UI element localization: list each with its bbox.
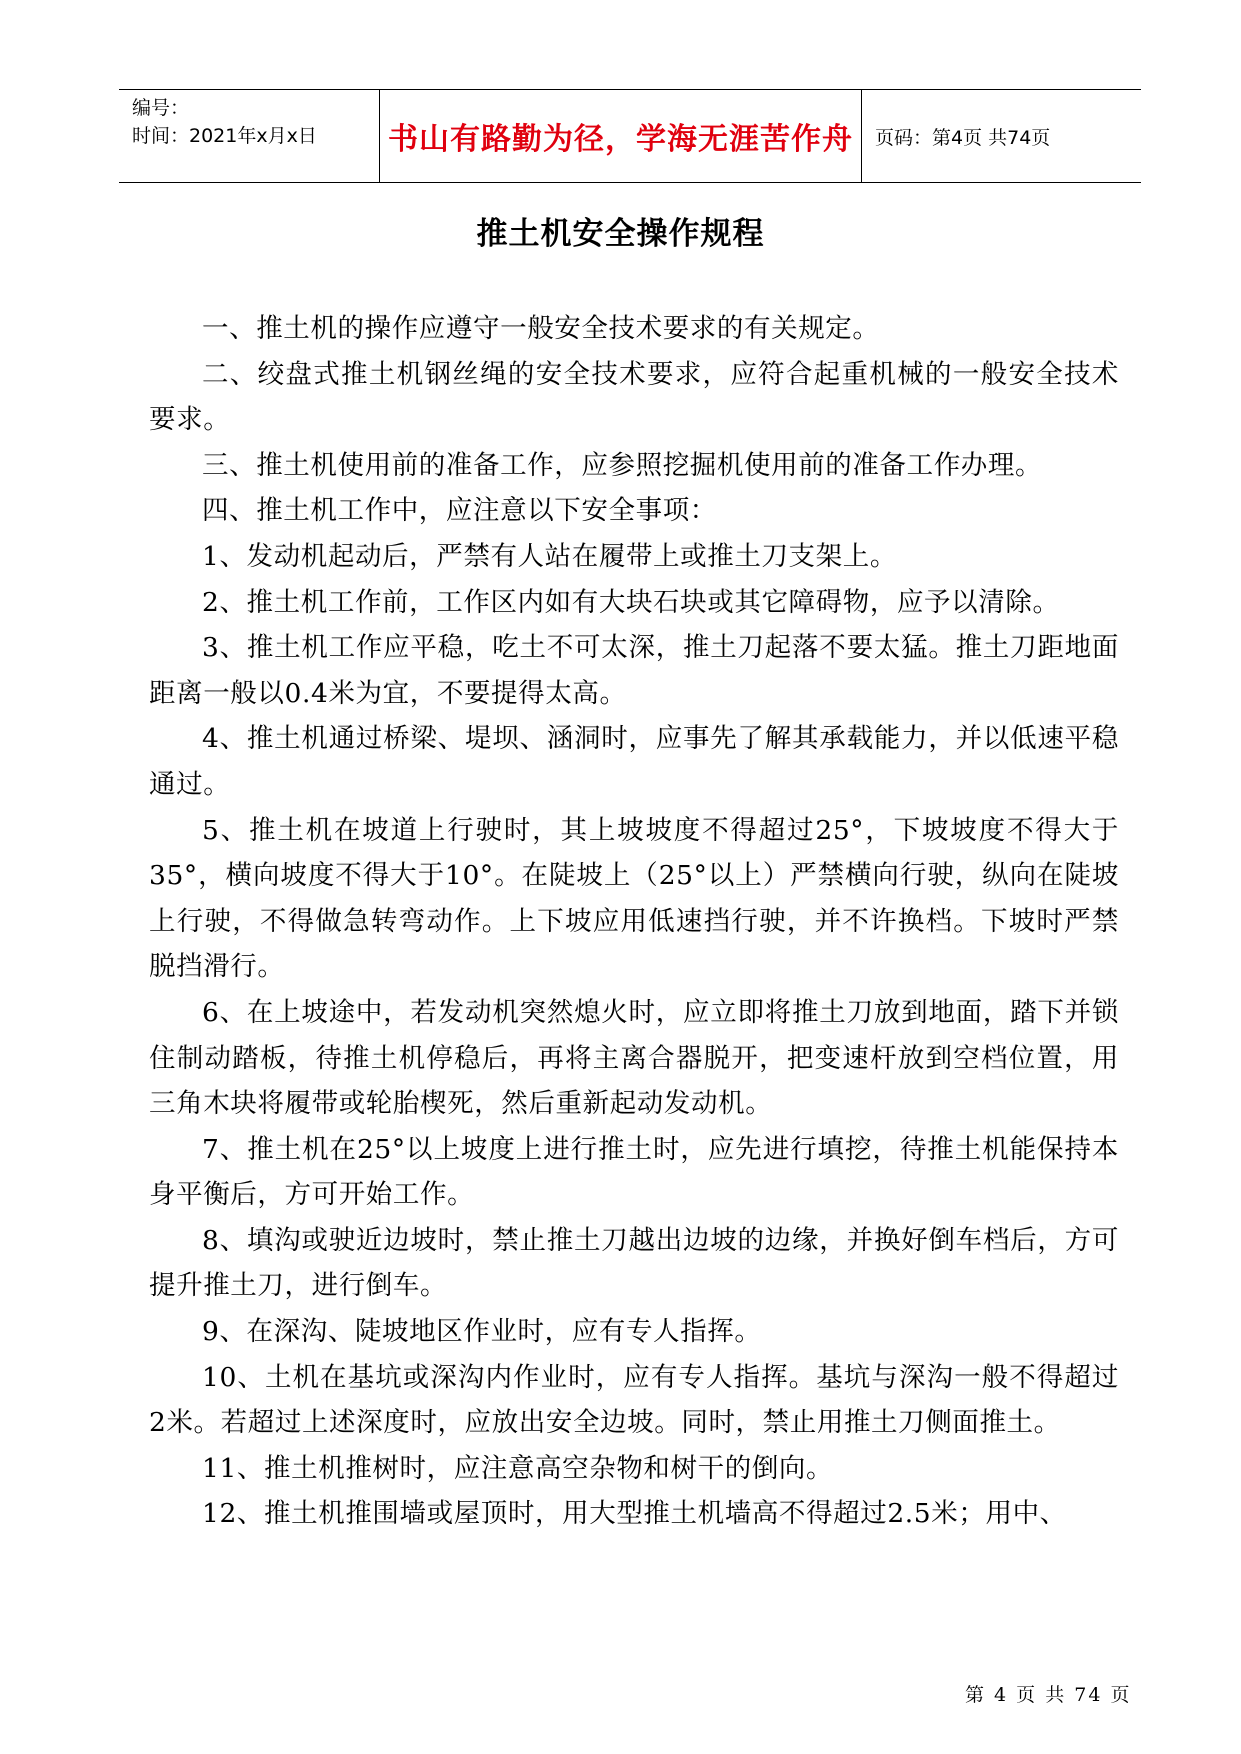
paragraph: 9、在深沟、陡坡地区作业时，应有专人指挥。 xyxy=(202,1316,762,1348)
page-footer: 第 4 页 共 74 页 xyxy=(965,1684,1132,1706)
number-label: 编号： xyxy=(132,97,190,119)
paragraph: 二、绞盘式推土机钢丝绳的安全技术要求，应符合起重机械的一般安全技术要求。 xyxy=(149,358,1119,436)
paragraph: 11、推土机推树时，应注意高空杂物和树干的倒向。 xyxy=(202,1452,834,1484)
header-meta xyxy=(119,90,380,182)
header-table xyxy=(119,89,1141,183)
paragraph: 一、推土机的操作应遵守一般安全技术要求的有关规定。 xyxy=(202,313,880,344)
document-title: 推土机安全操作规程 xyxy=(476,216,765,252)
paragraph: 10、土机在基坑或深沟内作业时，应有专人指挥。基坑与深沟一般不得超过2米。若超过上述深度时，应放出安全边坡。同时，禁止用推土刀侧面推土。 xyxy=(149,1361,1119,1439)
header-page-info: 页码：第4页 共74页 xyxy=(875,126,1051,149)
paragraph: 3、推土机工作应平稳，吃土不可太深，推土刀起落不要太猛。推土刀距地面距离一般以0.4米为宜，不要提得太高。 xyxy=(149,632,1119,709)
paragraph: 三、推土机使用前的准备工作，应参照挖掘机使用前的准备工作办理。 xyxy=(202,449,1043,481)
paragraph: 5、推土机在坡道上行驶时，其上坡坡度不得超过25°，下坡坡度不得大于35°，横向坡度不得大于10°。在陡坡上（25°以上）严禁横向行驶，纵向在陡坡上行驶，不得做急转弯动作。上下坡应用低速挡行驶，并不许换档。下坡时严禁脱挡滑行。 xyxy=(149,814,1119,983)
paragraph: 6、在上坡途中，若发动机突然熄火时，应立即将推土刀放到地面，踏下并锁住制动踏板，待推土机停稳后，再将主离合器脱开，把变速杆放到空档位置，用三角木块将履带或轮胎楔死，然后重新起动发动机。 xyxy=(149,996,1119,1120)
paragraph: 12、推土机推围墙或屋顶时，用大型推土机墙高不得超过2.5米；用中、 xyxy=(202,1498,1067,1530)
time-label: 时间：2021年x月x日 xyxy=(132,125,317,147)
paragraph: 2、推土机工作前，工作区内如有大块石块或其它障碍物，应予以清除。 xyxy=(202,586,1060,618)
paragraph: 1、发动机起动后，严禁有人站在履带上或推土刀支架上。 xyxy=(202,540,897,572)
paragraph: 8、填沟或驶近边坡时，禁止推土刀越出边坡的边缘，并换好倒车档后，方可提升推土刀，进行倒车。 xyxy=(149,1224,1119,1302)
paragraph: 4、推土机通过桥梁、堤坝、涵洞时，应事先了解其承载能力，并以低速平稳通过。 xyxy=(149,723,1119,800)
paragraph: 四、推土机工作中，应注意以下安全事项： xyxy=(202,495,717,527)
header-motto: 书山有路勤为径，学海无涯苦作舟 xyxy=(380,90,862,182)
document-body xyxy=(149,306,1119,1537)
paragraph: 7、推土机在25°以上坡度上进行推土时，应先进行填挖，待推土机能保持本身平衡后，方可开始工作。 xyxy=(149,1133,1119,1211)
